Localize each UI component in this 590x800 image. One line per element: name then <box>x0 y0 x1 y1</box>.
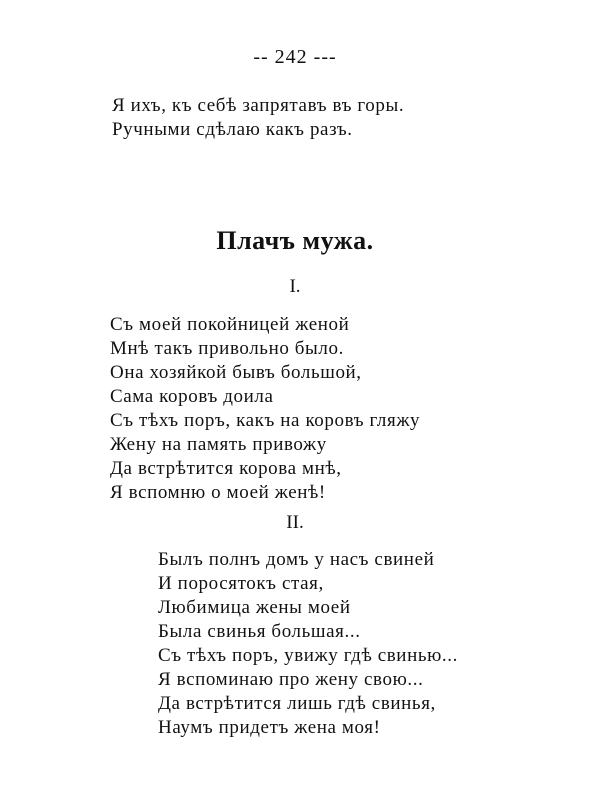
verse-line: Наумъ придетъ жена моя! <box>158 717 381 738</box>
section-numeral-2: II. <box>286 512 304 533</box>
verse-line: Я вспомню о моей женѣ! <box>110 482 326 503</box>
verse-line: Былъ полнъ домъ у насъ свиней <box>158 549 435 570</box>
verse-line: Я ихъ, къ себѣ запрятавъ въ горы. <box>112 95 405 116</box>
page-number: -- 242 --- <box>253 46 337 68</box>
carryover-stanza <box>112 94 404 142</box>
section-numeral-1: I. <box>289 276 301 297</box>
poem-title: Плачъ мужа. <box>216 226 374 255</box>
verse-line: Да встрѣтится лишь гдѣ свинья, <box>158 693 436 714</box>
verse-line: Съ моей покойницей женой <box>110 314 350 335</box>
verse-line: Да встрѣтится корова мнѣ, <box>110 458 342 479</box>
stanza-1 <box>110 313 420 505</box>
verse-line: Съ тѣхъ поръ, увижу гдѣ свинью... <box>158 645 458 666</box>
verse-line: Была свинья большая... <box>158 621 361 642</box>
verse-line: Она хозяйкой бывъ большой, <box>110 362 362 383</box>
verse-line: Сама коровъ доила <box>110 386 274 407</box>
verse-line: Я вспоминаю про жену свою... <box>158 669 424 690</box>
stanza-2 <box>158 548 458 740</box>
verse-line: Жену на память привожу <box>110 434 327 455</box>
verse-line: И поросятокъ стая, <box>158 573 324 594</box>
verse-line: Мнѣ такъ привольно было. <box>110 338 344 359</box>
verse-line: Любимица жены моей <box>158 597 351 618</box>
verse-line: Ручными сдѣлаю какъ разъ. <box>112 119 353 140</box>
verse-line: Съ тѣхъ поръ, какъ на коровъ гляжу <box>110 410 421 431</box>
